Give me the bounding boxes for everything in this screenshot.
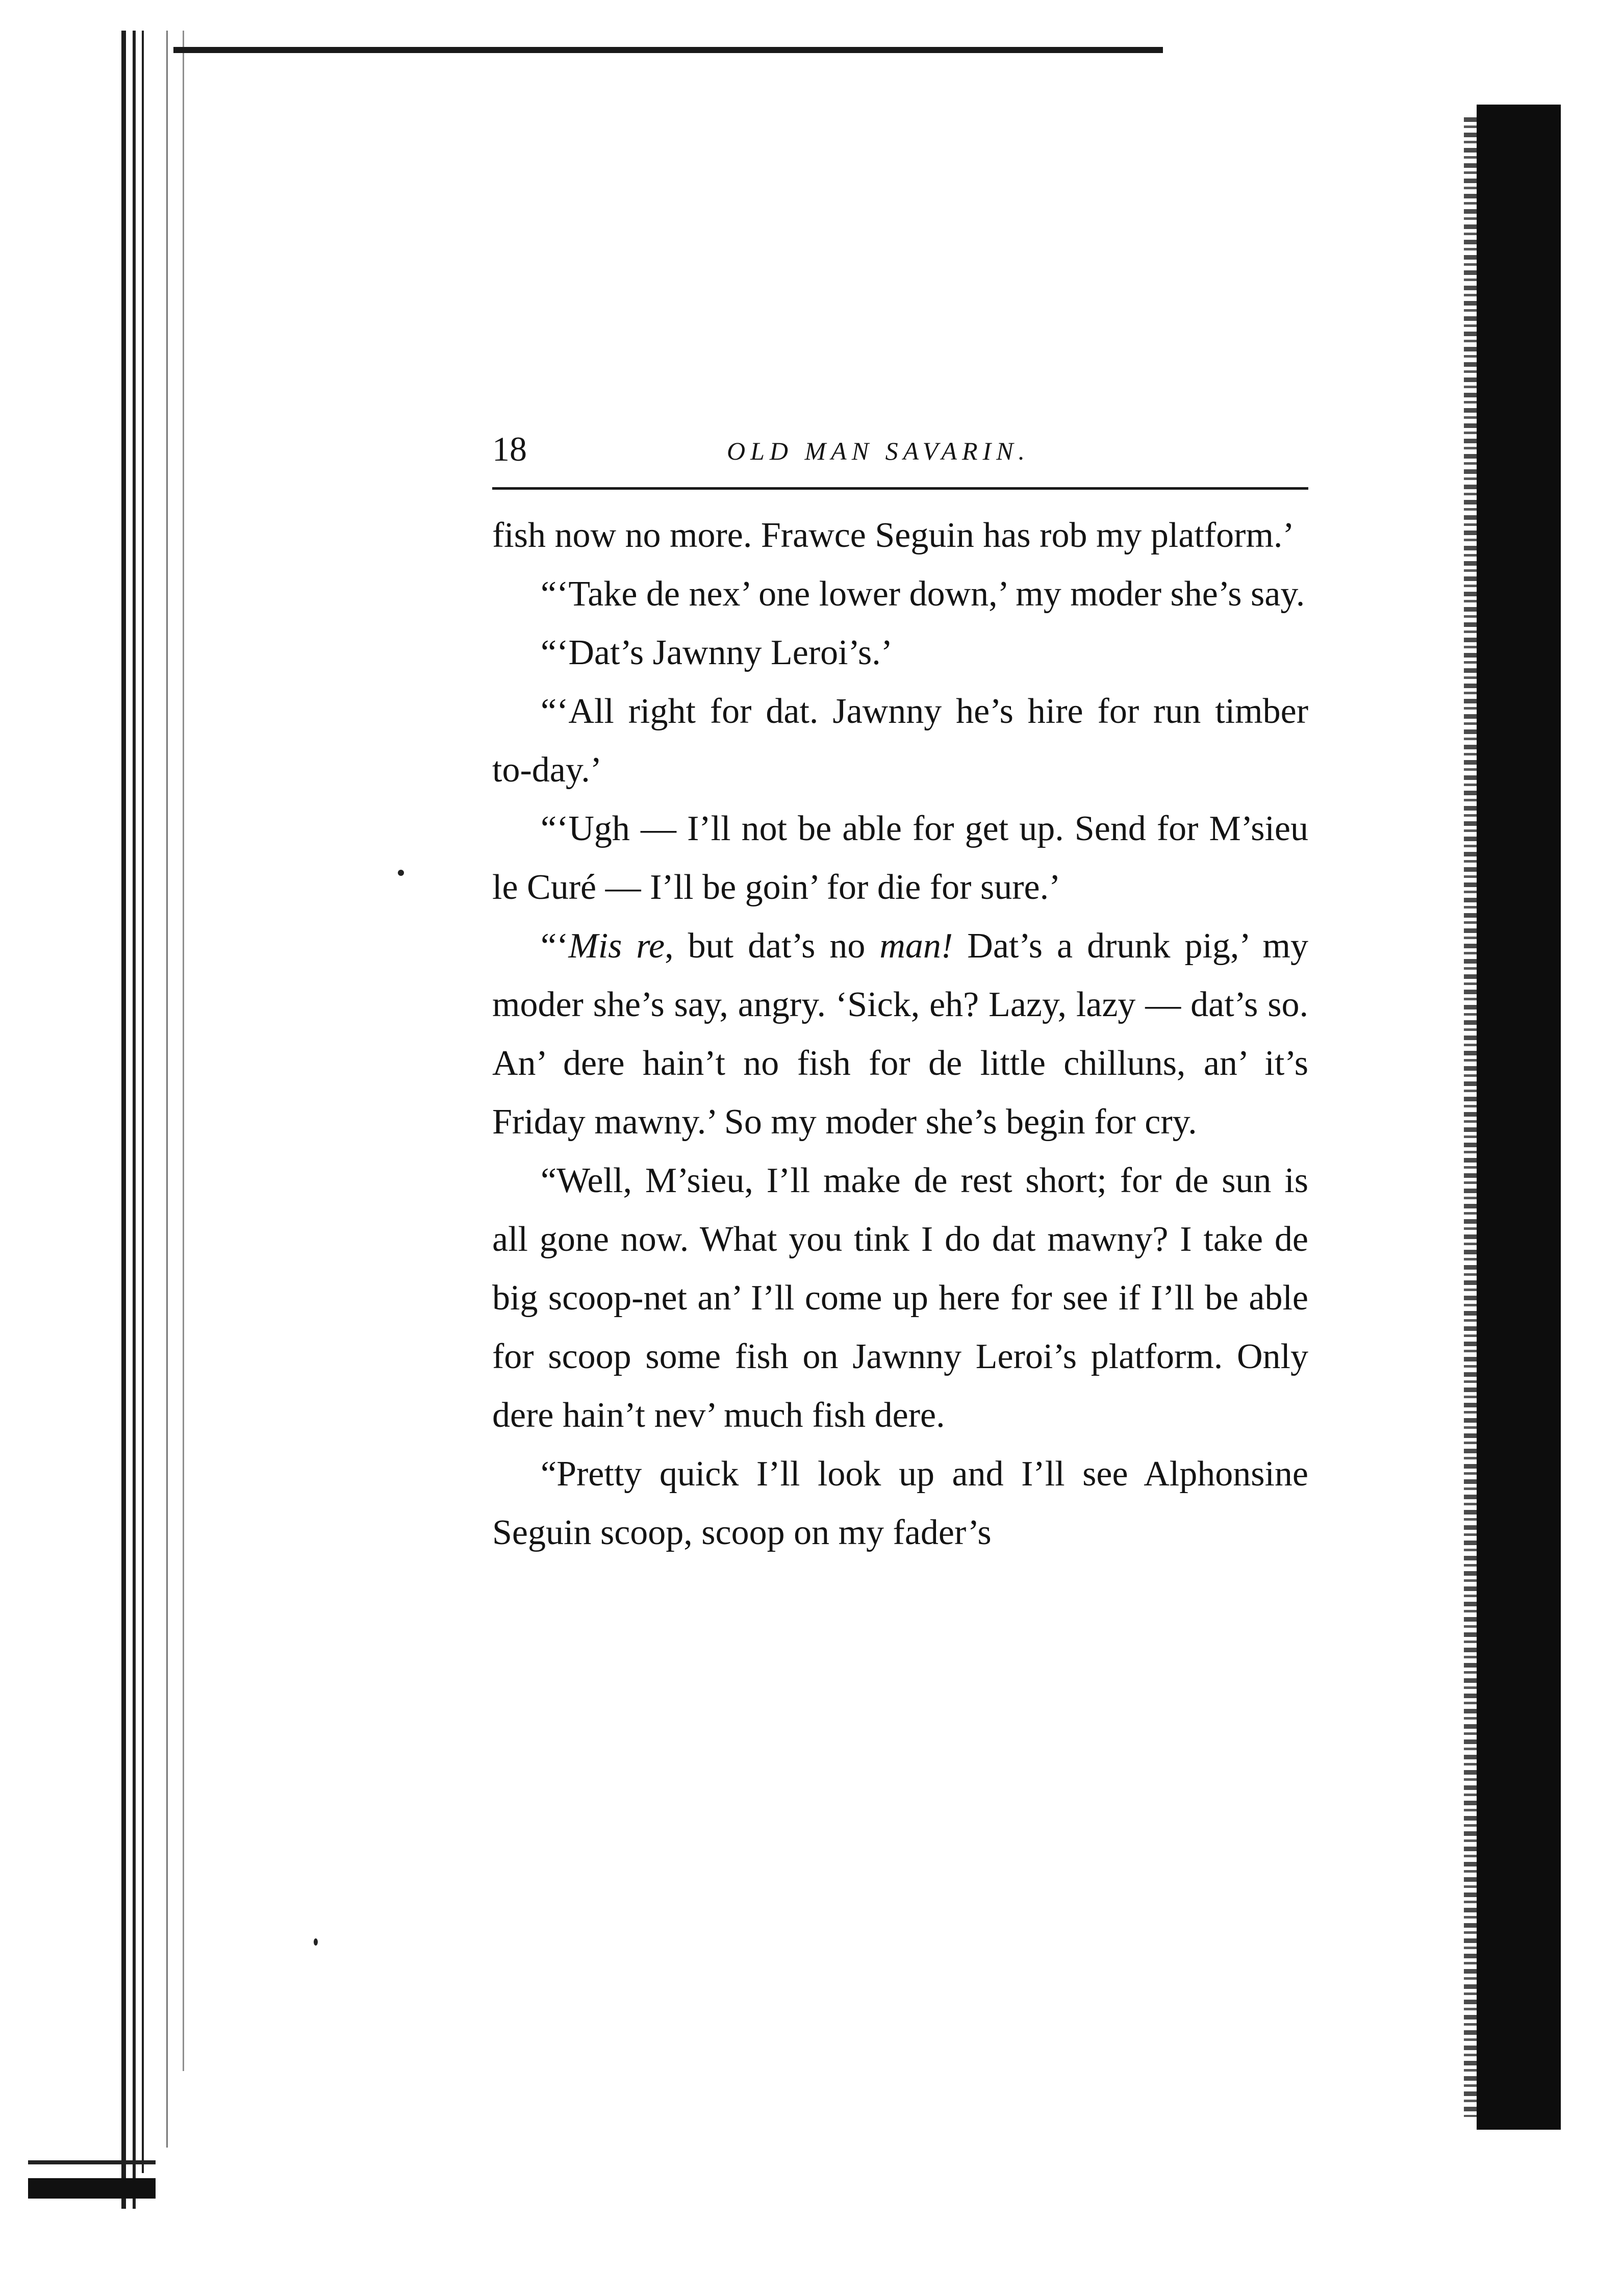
paragraph: “Well, M’sieu, I’ll make de rest short; for de sun is all gone now. What you tink I do dat mawny? I take de big scoop-net an’ I’ll come up here for see if I’ll be able for scoop some fish on Jawnny Leroi’s platform. Only dere hain’t nev’ much fish dere.: [492, 1161, 1308, 1435]
paragraph: “‘Take de nex’ one lower down,’ my moder she’s say.: [541, 574, 1305, 614]
paragraph: “‘Dat’s Jawnny Leroi’s.’: [541, 633, 893, 672]
ink-speck: [314, 1938, 318, 1946]
paragraph: fish now no more. Frawce Seguin has rob my platform.’: [492, 516, 1295, 555]
ink-speck: [398, 870, 404, 876]
book-page: [492, 423, 1308, 1877]
binding-base-rule: [28, 2160, 156, 2164]
paragraph: “‘Mis re, but dat’s no man! Dat’s a drunk pig,’ my moder she’s say, angry. ‘Sick, eh? Lazy, lazy — dat’s so. An’ dere hain’t no fish for de little chilluns, an’ it’s Friday mawny.’ So my moder she’s begin for cry.: [492, 926, 1309, 1142]
top-page-edge-rule: [173, 47, 1163, 53]
paragraph: “‘Ugh — I’ll not be able for get up. Send for M’sieu le Curé — I’ll be goin’ for die for sure.’: [492, 809, 1308, 907]
running-head: [492, 423, 1308, 485]
body-text: [492, 506, 1308, 1562]
page-number: 18: [492, 430, 527, 468]
right-page-edge-shadow: [1477, 105, 1561, 2130]
paragraph: “‘All right for dat. Jawnny he’s hire for run timber to-day.’: [492, 692, 1308, 790]
running-title: OLD MAN SAVARIN.: [727, 437, 1030, 465]
running-head-rule: [492, 487, 1308, 490]
paragraph: “Pretty quick I’ll look up and I’ll see Alphonsine Seguin scoop, scoop on my fader’s: [492, 1454, 1308, 1552]
binding-base-block: [28, 2178, 156, 2199]
binding-spine-lines: [117, 31, 204, 2209]
